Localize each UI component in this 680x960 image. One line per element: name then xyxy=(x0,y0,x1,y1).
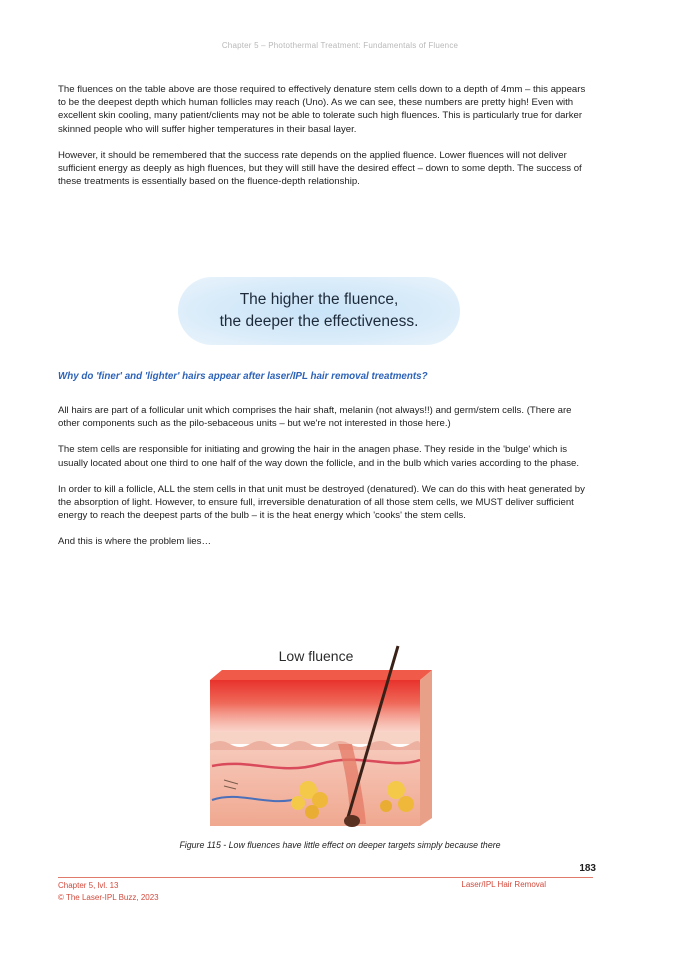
hair-bulb xyxy=(344,815,360,827)
fat-cell xyxy=(291,796,305,810)
skin-block-side xyxy=(420,670,432,826)
paragraph: All hairs are part of a follicular unit which comprises the hair shaft, melanin (not always!!) and germ/stem cells. (There are other components such as the pilo-sebaceous units – but we're not interested in those here.) xyxy=(58,405,572,430)
running-header: Chapter 5 – Photothermal Treatment: Fundamentals of Fluence xyxy=(221,41,459,50)
section-heading: Why do 'finer' and 'lighter' hairs appear after laser/IPL hair removal treatments? xyxy=(58,371,428,382)
footer-chapter: Chapter 5, lvl. 13 xyxy=(58,881,119,890)
paragraph: The fluences on the table above are those required to effectively denature stem cells down to a depth of 4mm – this appears to be the deepest depth which human follicles may reach (Uno). As we can see, these numbers are pretty high! Even with excellent skin cooling, many patient/clients may not be able to tolerate such high fluences. This is particularly true for darker skinned people who will suffer higher temperatures in their basal layer. xyxy=(58,84,586,135)
fat-cell xyxy=(305,805,319,819)
skin-block-top xyxy=(210,670,432,680)
body-text-top xyxy=(58,83,593,201)
paragraph: The stem cells are responsible for initiating and growing the hair in the anagen phase. They reside in the 'bulge' which is usually located about one third to one half of the way down the follicle, and in the bulb which varies according to the phase. xyxy=(58,444,580,469)
body-text-bottom xyxy=(58,404,593,562)
page-number: 183 xyxy=(579,863,596,874)
callout-box xyxy=(178,277,460,345)
footer-book-title: Laser/IPL Hair Removal xyxy=(461,880,546,889)
light-absorption-zone xyxy=(210,680,420,732)
footer-divider xyxy=(58,877,593,878)
figure-caption: Figure 115 - Low fluences have little effect on deeper targets simply because there xyxy=(179,840,501,850)
figure-title: Low fluence xyxy=(278,648,354,664)
fat-cell xyxy=(387,781,405,799)
fat-cell xyxy=(380,800,392,812)
paragraph: In order to kill a follicle, ALL the stem cells in that unit must be destroyed (denatured). We can do this with heat generated by the absorption of light. However, to ensure full, irreversible denaturation of all those stem cells, we MUST deliver sufficient energy to reach the deepest parts of the bulb – it is the heat energy which 'cooks' the stem cells. xyxy=(58,483,585,522)
epidermis-layer xyxy=(210,732,420,744)
paragraph: And this is where the problem lies… xyxy=(58,536,212,548)
footer-copyright: © The Laser-IPL Buzz, 2023 xyxy=(58,893,159,902)
footer-left xyxy=(58,880,159,904)
skin-figure xyxy=(200,640,438,830)
callout-line-1: The higher the fluence, xyxy=(239,291,399,308)
paragraph: However, it should be remembered that the success rate depends on the applied fluence. Lower fluences will not deliver sufficient energy as deeply as high fluences, but they will still have the desired effect – down to some depth. The success of these treatments is essentially based on the fluence-depth relationship. xyxy=(58,149,582,188)
skin-cross-section-illustration xyxy=(200,640,438,830)
fat-cell xyxy=(398,796,414,812)
callout-line-2: the deeper the effectiveness. xyxy=(219,313,419,330)
